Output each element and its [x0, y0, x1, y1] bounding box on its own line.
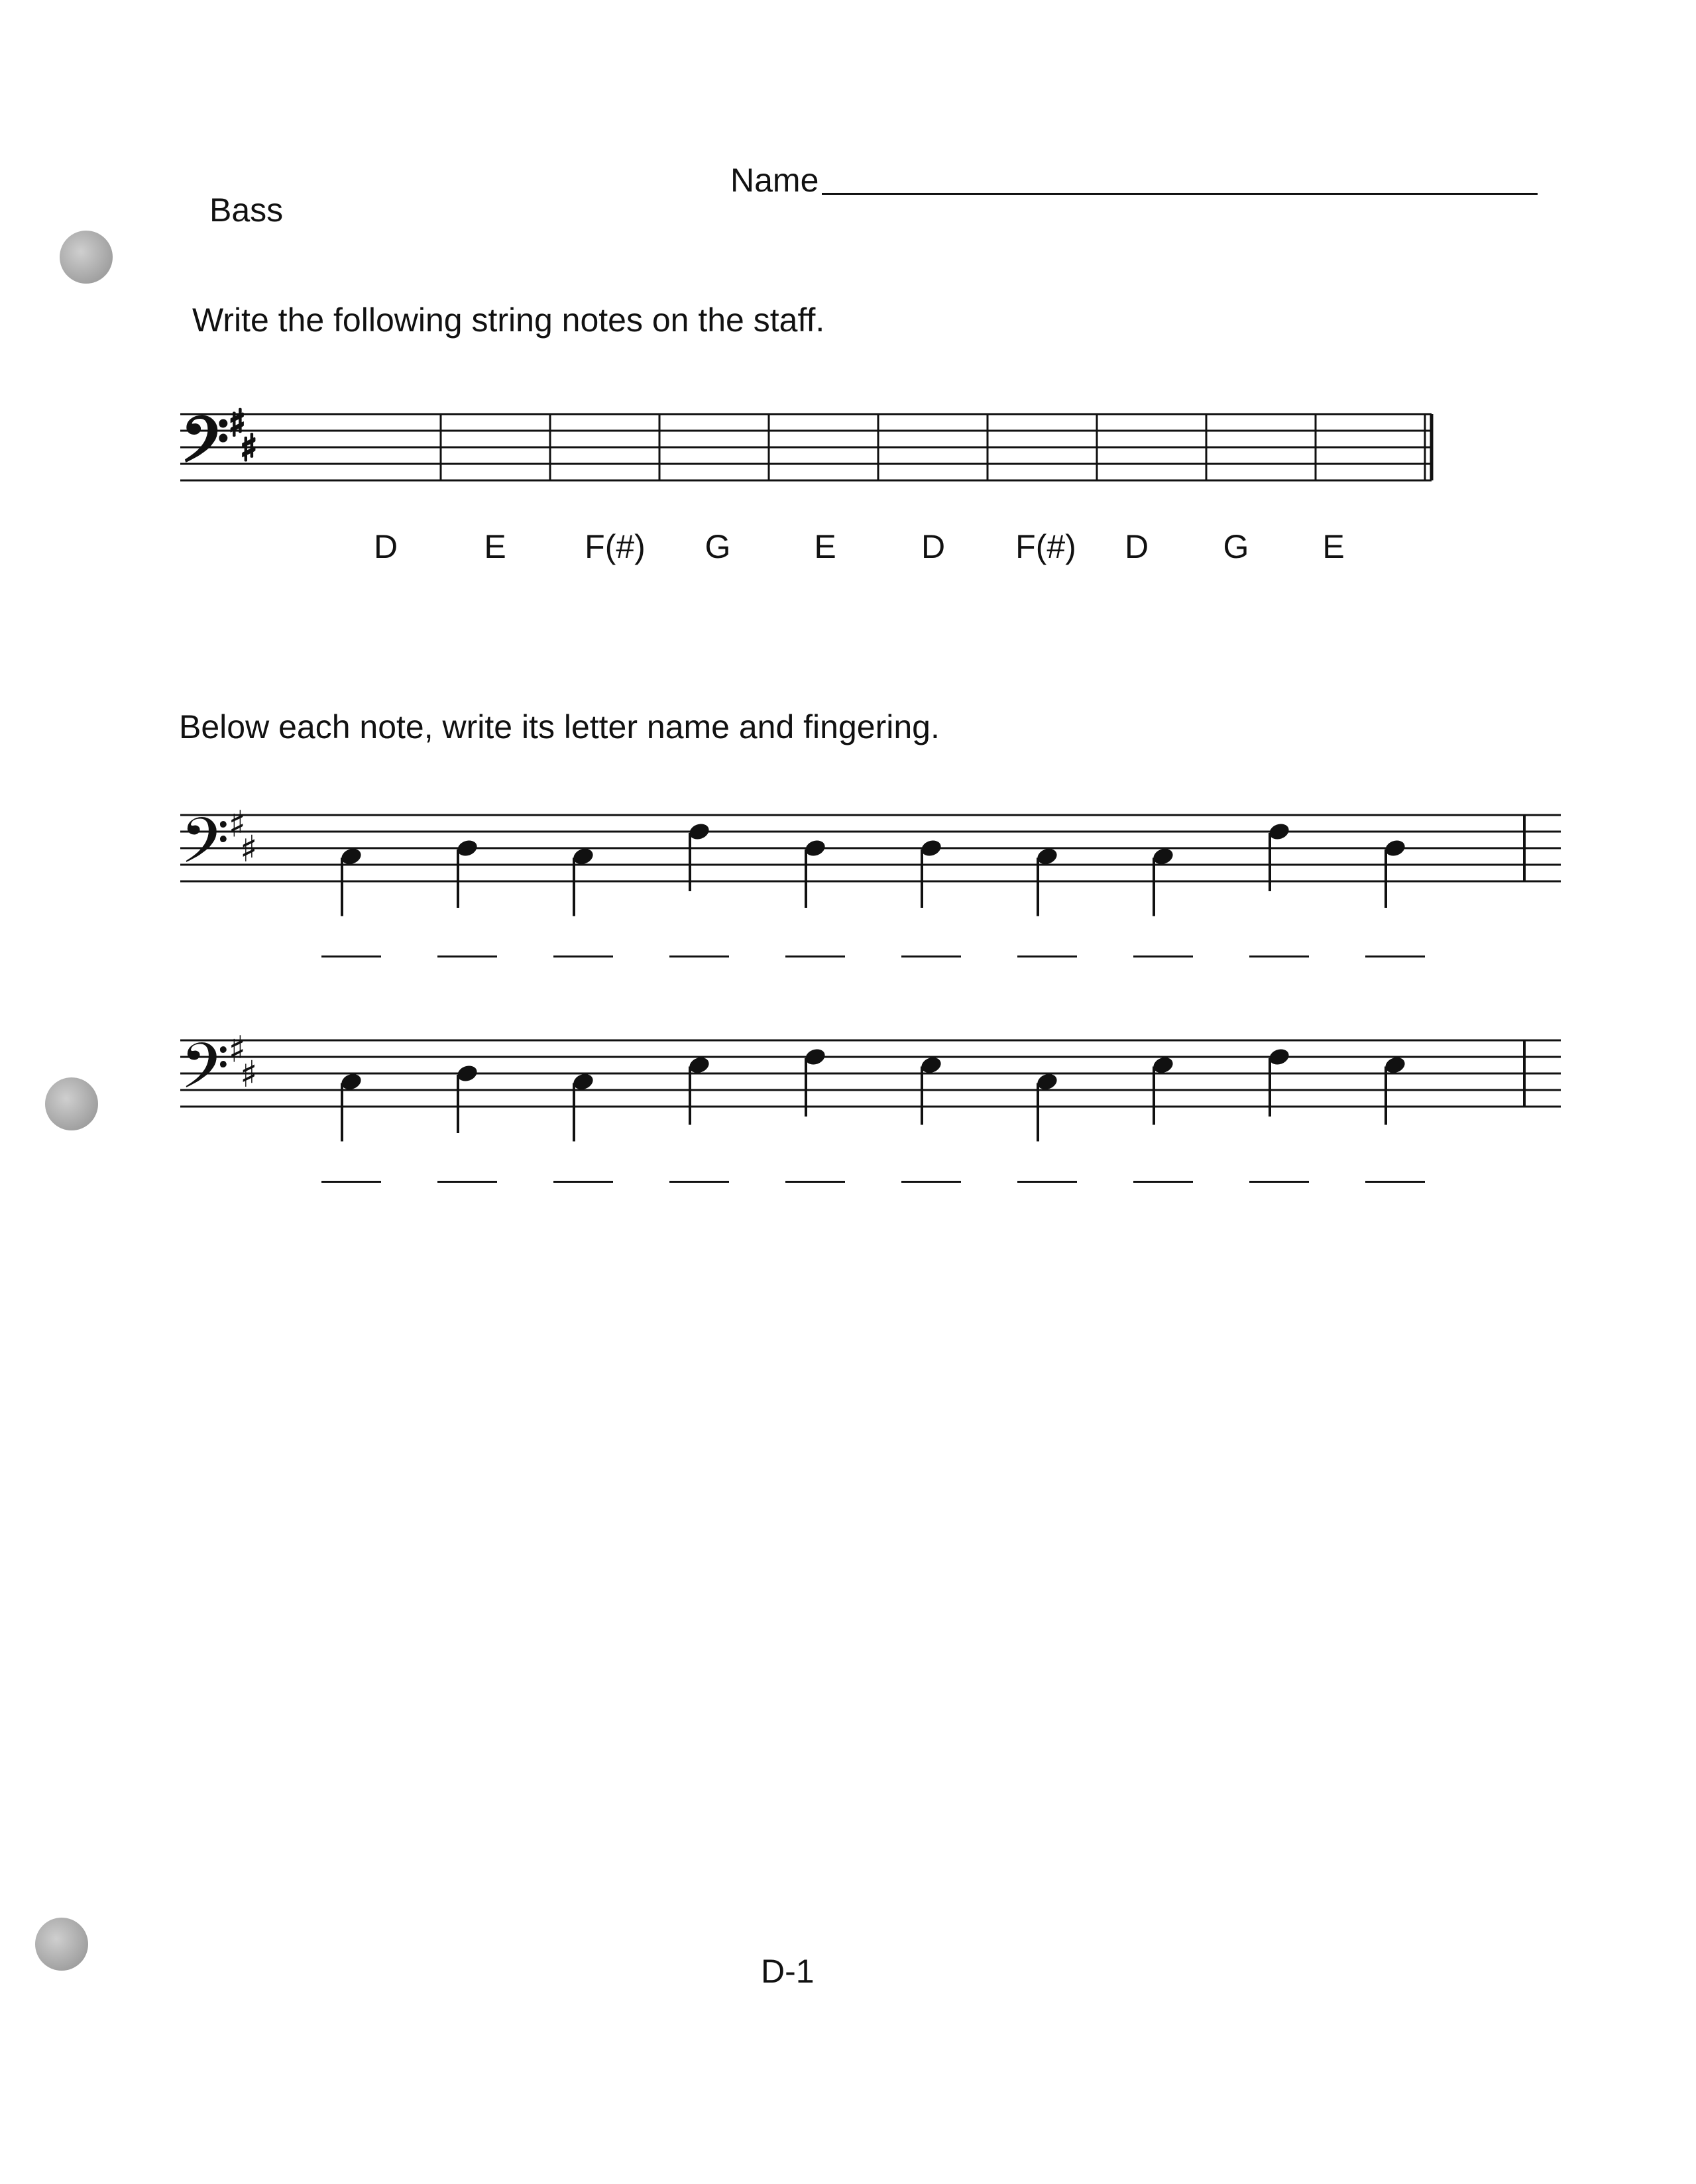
note-label: D — [373, 528, 398, 565]
answer-blank[interactable] — [669, 956, 729, 957]
sharp-c-icon: ♯ — [240, 828, 258, 870]
answer-blank[interactable] — [1365, 956, 1425, 957]
sharp-f-icon: ♯ — [228, 802, 247, 846]
instruction-write-notes: Write the following string notes on the staff. — [192, 301, 825, 339]
sharp-f-icon: ♯ — [228, 402, 247, 445]
staff-notes-b — [0, 1020, 1696, 1193]
answer-blank[interactable] — [1365, 1181, 1425, 1183]
note-label: E — [814, 528, 836, 565]
bass-clef-icon: 𝄢 — [180, 404, 229, 492]
answer-blank[interactable] — [437, 956, 497, 957]
note-label: G — [705, 528, 731, 565]
sharp-f-icon: ♯ — [228, 1028, 247, 1071]
page-number: D-1 — [761, 1953, 815, 1990]
answer-blank[interactable] — [437, 1181, 497, 1183]
answer-blank[interactable] — [669, 1181, 729, 1183]
instruction-label-notes: Below each note, write its letter name and fingering. — [179, 708, 940, 745]
punch-hole-bottom — [35, 1918, 88, 1971]
bass-clef-icon: 𝄢 — [180, 804, 229, 893]
answer-blank[interactable] — [901, 956, 961, 957]
answer-blank[interactable] — [553, 1181, 613, 1183]
answer-blank[interactable] — [553, 956, 613, 957]
answer-blank[interactable] — [785, 956, 845, 957]
answer-blank[interactable] — [785, 1181, 845, 1183]
sharp-c-icon: ♯ — [240, 1053, 258, 1095]
name-field-line[interactable] — [822, 193, 1538, 195]
punch-hole-top — [60, 231, 113, 284]
staff-empty[interactable] — [0, 398, 1696, 530]
note-label: D — [1124, 528, 1149, 565]
answer-blank[interactable] — [1249, 956, 1309, 957]
instrument-label: Bass — [209, 191, 284, 229]
name-label: Name — [730, 162, 819, 199]
note-label: G — [1223, 528, 1249, 565]
note-label: E — [484, 528, 506, 565]
staff-notes-a — [0, 795, 1696, 967]
note-label: F(#) — [585, 528, 646, 565]
answer-blank[interactable] — [321, 1181, 381, 1183]
bass-clef-icon: 𝄢 — [180, 1030, 229, 1119]
answer-blank[interactable] — [901, 1181, 961, 1183]
answer-blank[interactable] — [1017, 1181, 1077, 1183]
answer-blank[interactable] — [321, 956, 381, 957]
answer-blank[interactable] — [1133, 1181, 1193, 1183]
note-label: E — [1322, 528, 1345, 565]
answer-blank[interactable] — [1249, 1181, 1309, 1183]
note-label: D — [921, 528, 946, 565]
answer-blank[interactable] — [1017, 956, 1077, 957]
answer-blank[interactable] — [1133, 956, 1193, 957]
sharp-c-icon: ♯ — [240, 427, 258, 469]
note-label: F(#) — [1015, 528, 1076, 565]
